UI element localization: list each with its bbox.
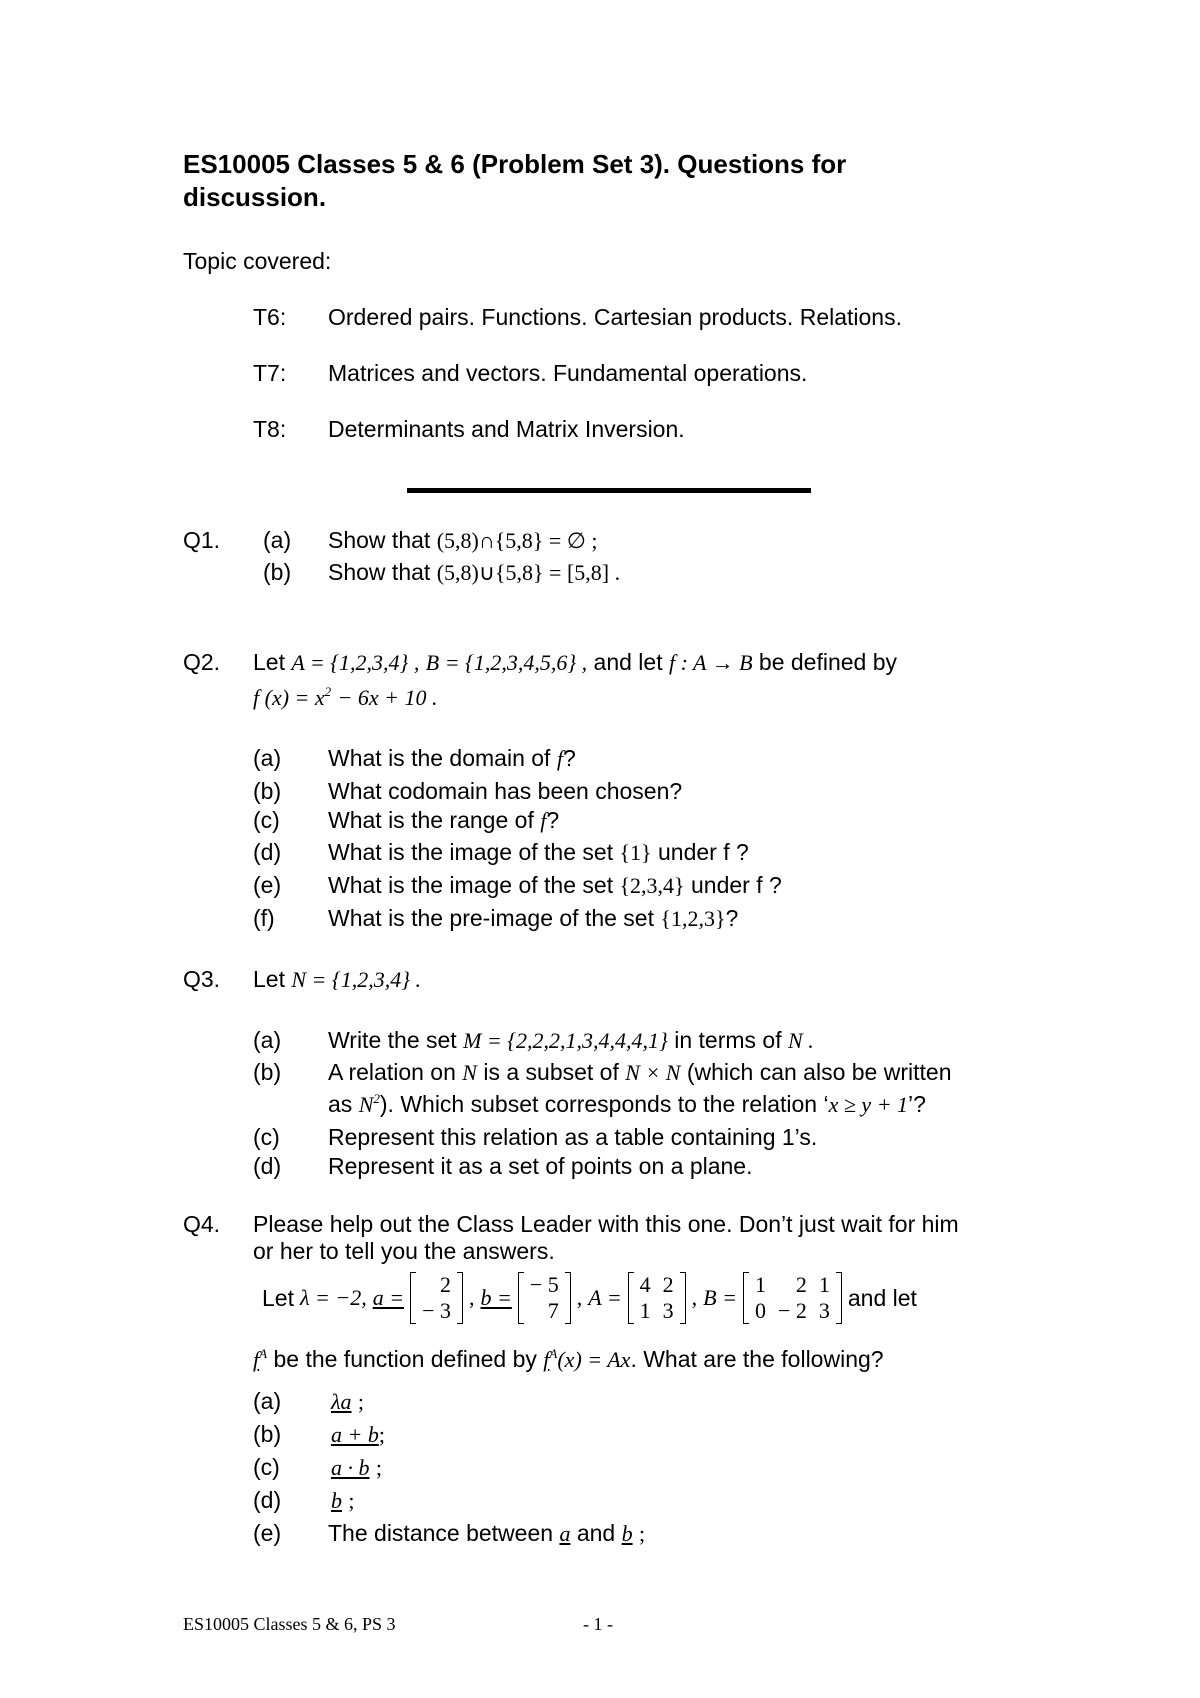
q2d-tag: (d) <box>253 839 282 865</box>
q2-statement <box>253 649 897 676</box>
q2e-text <box>328 872 782 899</box>
q2c-math: f <box>540 808 547 833</box>
q1-label: Q1. <box>183 527 221 553</box>
vector-a-table <box>416 1272 457 1324</box>
q2-defined-by: be defined by <box>758 649 898 675</box>
footer-left: ES10005 Classes 5 & 6, PS 3 <box>183 1614 396 1634</box>
q2b-tag: (b) <box>253 778 282 804</box>
q4b-math: a + b <box>331 1422 379 1447</box>
q3b-as: as <box>328 1091 353 1117</box>
q2-fx-lhs: f (x) = x <box>253 685 325 710</box>
q4b-post: ; <box>378 1422 385 1447</box>
q2-let: Let <box>253 649 285 675</box>
q3b-pre: A relation on <box>328 1059 456 1085</box>
q2e-tag: (e) <box>253 872 282 898</box>
q4-label: Q4. <box>183 1211 221 1237</box>
comma: , <box>576 1285 583 1310</box>
q1a-text <box>328 527 598 554</box>
matrix-A-table <box>634 1272 680 1324</box>
q2f-text <box>328 905 738 932</box>
matrix-B-entry: 2 <box>795 1272 807 1297</box>
q3c-text: Represent this relation as a table containing 1’s. <box>328 1124 818 1150</box>
matrix-B-entry: 3 <box>818 1298 830 1323</box>
q1b-lead: Show that <box>328 559 431 585</box>
q3b-text <box>328 1059 951 1086</box>
q2-and-let: and let <box>593 649 663 675</box>
q2c-tag: (c) <box>253 807 280 833</box>
page-title: ES10005 Classes 5 & 6 (Problem Set 3). Questions for <box>183 149 847 179</box>
q4a-math: λa <box>331 1389 352 1414</box>
q1a-tag: (a) <box>263 527 292 553</box>
q2-label: Q2. <box>183 649 221 675</box>
q2b-text: What codomain has been chosen? <box>328 778 683 804</box>
q4-b-lhs: b = <box>480 1285 512 1310</box>
q4-let: Let <box>262 1284 294 1311</box>
q3d-text: Represent it as a set of points on a plane. <box>328 1153 753 1179</box>
q2d-text <box>328 839 749 866</box>
q2c-post: ? <box>546 807 560 833</box>
section-divider <box>407 488 811 493</box>
q4c-tag: (c) <box>253 1454 280 1480</box>
page-title-line2: discussion. <box>183 182 327 212</box>
q4-fdef-f: f <box>543 1347 550 1372</box>
matrix-B <box>743 1272 842 1324</box>
q3a-tag: (a) <box>253 1027 282 1053</box>
page-number: - 1 - <box>583 1614 613 1634</box>
q1a-lead: Show that <box>328 527 431 553</box>
matrix-B-table <box>749 1272 836 1324</box>
q3b-math2: N × N <box>625 1060 681 1085</box>
bracket-right <box>836 1272 842 1324</box>
q2d-post: under f ? <box>658 839 749 865</box>
q3b-tag: (b) <box>253 1059 282 1085</box>
matrix-B-entry: − 2 <box>777 1298 807 1323</box>
q2e-math: {2,3,4} <box>619 873 685 898</box>
q3-label: Q3. <box>183 966 221 992</box>
q2-set-a: A = {1,2,3,4} , <box>291 650 420 675</box>
q2-fx-exp: 2 <box>324 684 332 699</box>
topics-heading: Topic covered: <box>183 248 332 274</box>
q4e-m1: a <box>559 1521 571 1546</box>
q4e-tag: (e) <box>253 1520 282 1546</box>
q3b-post2: ’? <box>908 1091 926 1117</box>
q2-set-b: B = {1,2,3,4,5,6} , <box>425 650 588 675</box>
matrix-A-entry: 3 <box>662 1298 674 1323</box>
q3-set-n: N = {1,2,3,4} . <box>291 967 421 992</box>
q2a-post: ? <box>562 745 576 771</box>
q3c-tag: (c) <box>253 1124 280 1150</box>
q4-intro-line2: or her to tell you the answers. <box>253 1238 555 1264</box>
q4a-text <box>331 1388 364 1415</box>
q2f-post: ? <box>725 905 739 931</box>
topic-text-t6: Ordered pairs. Functions. Cartesian products. Relations. <box>328 304 902 330</box>
q4a-tag: (a) <box>253 1388 282 1414</box>
q4-fdef-post: . What are the following? <box>630 1346 884 1372</box>
q3b-post: (which can also be written <box>686 1059 952 1085</box>
q2c-text <box>328 807 559 834</box>
q2a-tag: (a) <box>253 745 282 771</box>
bracket-right <box>680 1272 686 1324</box>
q2a-math: f <box>556 746 563 771</box>
q4b-text <box>331 1421 385 1448</box>
q4-definitions <box>262 1265 917 1331</box>
vector-b <box>518 1272 571 1324</box>
q4c-math: a · b <box>331 1455 370 1480</box>
q4d-post: ; <box>348 1488 355 1513</box>
q3a-text <box>328 1027 814 1054</box>
q4-fdef-pre: be the function defined by <box>273 1346 537 1372</box>
q3b-n-exp: 2 <box>373 1091 380 1106</box>
q4e-text <box>328 1520 645 1547</box>
vector-a <box>410 1272 463 1324</box>
q2c-pre: What is the range of <box>328 807 534 833</box>
matrix-B-entry: 1 <box>754 1272 766 1297</box>
vector-b-entry: 7 <box>547 1298 559 1323</box>
q3b-math: N <box>462 1060 477 1085</box>
q4e-m2: b <box>621 1521 633 1546</box>
q1b-text <box>328 559 620 586</box>
vector-b-table <box>524 1272 565 1324</box>
vector-b-entry: − 5 <box>529 1272 559 1297</box>
q2-fx-rhs: − 6x + 10 . <box>337 685 438 710</box>
q4d-math: b <box>331 1488 342 1513</box>
q3-statement <box>253 966 421 993</box>
q4-fdef-sup: A <box>549 1346 558 1361</box>
matrix-B-entry: 1 <box>818 1272 830 1297</box>
q3d-tag: (d) <box>253 1153 282 1179</box>
topic-code-t8: T8: <box>253 416 287 442</box>
q3b-mid: is a subset of <box>483 1059 619 1085</box>
q3a-mid: in terms of <box>674 1027 782 1053</box>
topic-code-t6: T6: <box>253 304 287 330</box>
vector-a-entry: − 3 <box>422 1298 451 1323</box>
q3a-math: M = {2,2,2,1,3,4,4,4,1} <box>463 1028 668 1053</box>
q4c-post: ; <box>375 1455 383 1480</box>
matrix-B-entry: 0 <box>754 1298 766 1323</box>
q3a-pre: Write the set <box>328 1027 457 1053</box>
q2f-math: {1,2,3} <box>660 906 726 931</box>
q4-fdef-arg: (x) = Ax <box>557 1347 631 1372</box>
q4-a-lhs: a = <box>372 1285 405 1310</box>
q2d-math: {1} <box>619 840 652 865</box>
q4e-and: and <box>576 1520 616 1546</box>
topic-text-t8: Determinants and Matrix Inversion. <box>328 416 685 442</box>
topic-text-t7: Matrices and vectors. Fundamental operations. <box>328 360 808 386</box>
q4-A-lhs: A = <box>588 1285 622 1310</box>
q2d-pre: What is the image of the set <box>328 839 614 865</box>
comma: , <box>691 1285 698 1310</box>
bracket-right <box>457 1272 463 1324</box>
matrix-A-entry: 1 <box>639 1298 651 1323</box>
q4-and-let: and let <box>847 1284 917 1311</box>
q4b-tag: (b) <box>253 1421 282 1447</box>
q4-intro-line1: Please help out the Class Leader with this one. Don’t just wait for him <box>253 1211 959 1237</box>
matrix-A-entry: 4 <box>639 1272 651 1297</box>
q4a-post: ; <box>357 1389 365 1414</box>
q4-function-def <box>253 1346 884 1373</box>
matrix-A-entry: 2 <box>662 1272 674 1297</box>
q2f-tag: (f) <box>253 905 275 931</box>
q3b-n: N <box>358 1092 374 1117</box>
q4d-text <box>331 1487 355 1514</box>
q4-fa-sup: A <box>259 1346 268 1361</box>
q3b-relation: x ≥ y + 1 <box>828 1092 909 1117</box>
comma: , <box>469 1285 475 1310</box>
q3-let: Let <box>253 966 285 992</box>
q2-function <box>253 684 438 711</box>
q2-fmap: f : A → B <box>668 650 753 675</box>
q3b-text-line2 <box>328 1091 926 1118</box>
q1b-tag: (b) <box>263 559 292 585</box>
vector-a-entry: 2 <box>440 1272 451 1297</box>
q1a-math: (5,8)∩{5,8} = ∅ ; <box>436 528 598 553</box>
q1b-math: (5,8)∪{5,8} = [5,8] . <box>436 560 621 585</box>
q4e-post: ; <box>638 1521 646 1546</box>
q4e-pre: The distance between <box>328 1520 554 1546</box>
q2a-pre: What is the domain of <box>328 745 551 771</box>
matrix-A <box>628 1272 686 1324</box>
q4-fa: f <box>253 1347 260 1372</box>
q2e-pre: What is the image of the set <box>328 872 614 898</box>
q2e-post: under f ? <box>691 872 782 898</box>
q2f-pre: What is the pre-image of the set <box>328 905 654 931</box>
q4c-text <box>331 1454 382 1481</box>
q4d-tag: (d) <box>253 1487 282 1513</box>
q3a-math2: N . <box>788 1028 814 1053</box>
q4-B-lhs: B = <box>703 1285 737 1310</box>
q3b-mid2: ). Which subset corresponds to the relation ‘ <box>379 1091 829 1117</box>
topic-code-t7: T7: <box>253 360 287 386</box>
bracket-right <box>565 1272 571 1324</box>
q4-lambda: λ = −2, <box>299 1285 367 1310</box>
q2a-text <box>328 745 576 772</box>
